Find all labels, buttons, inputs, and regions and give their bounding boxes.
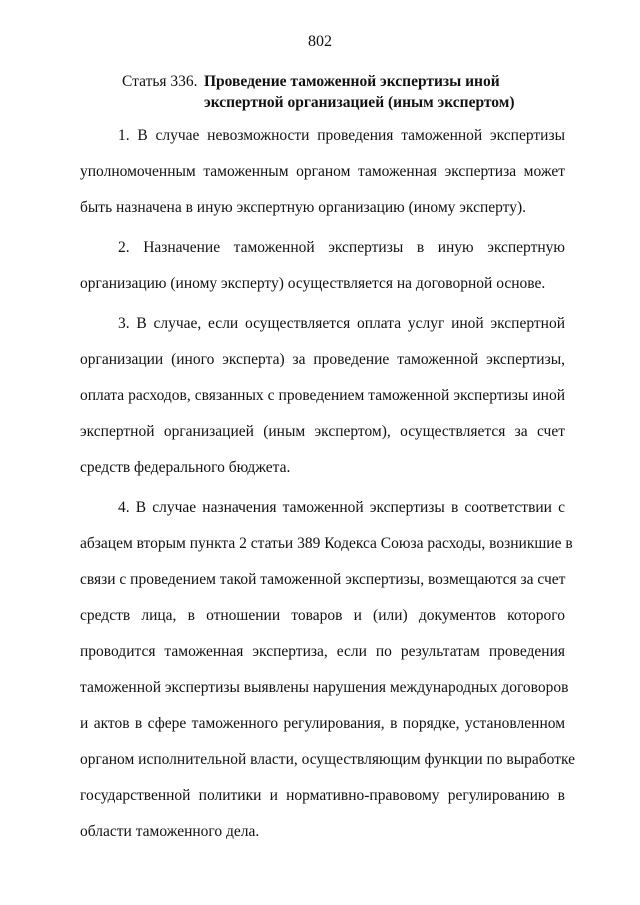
text-line: 4. В случае назначения таможенной экспертизы в соответствии с: [118, 499, 565, 516]
paragraph-1: [80, 118, 565, 226]
article-label: Статья 336.: [122, 73, 198, 90]
text-line: организацию (иному эксперту) осуществляется на договорной основе.: [80, 275, 546, 292]
text-line: быть назначена в иную экспертную организацию (иному эксперту).: [80, 199, 527, 216]
article-title-line-2: экспертной организацией (иным экспертом): [204, 94, 515, 111]
text-line: оплата расходов, связанных с проведением таможенной экспертизы иной: [80, 387, 565, 404]
text-line: абзацем вторым пункта 2 статьи 389 Кодекса Союза расходы, возникшие в: [80, 535, 573, 552]
text-line: области таможенного дела.: [80, 823, 260, 840]
paragraph-3: [80, 306, 565, 486]
text-line: государственной политики и нормативно-правовому регулированию в: [80, 787, 565, 804]
text-line: средств лица, в отношении товаров и (или) документов которого: [80, 607, 565, 624]
text-line: средств федерального бюджета.: [80, 459, 291, 476]
paragraph-4: [80, 490, 576, 850]
text-line: и актов в сфере таможенного регулирования, в порядке, установленном: [80, 715, 565, 732]
paragraph-2: [80, 230, 565, 302]
text-line: 1. В случае невозможности проведения таможенной экспертизы: [118, 127, 565, 144]
article-body: [80, 118, 576, 854]
article-heading: [122, 71, 514, 113]
text-line: органом исполнительной власти, осуществляющим функции по выработке: [80, 751, 576, 768]
text-line: уполномоченным таможенным органом таможенная экспертиза может: [80, 163, 565, 180]
text-line: 3. В случае, если осуществляется оплата услуг иной экспертной: [118, 315, 565, 332]
text-line: экспертной организацией (иным экспертом), осуществляется за счет: [80, 423, 565, 440]
page-number: 802: [308, 33, 332, 50]
text-line: связи с проведением такой таможенной экспертизы, возмещаются за счет: [80, 571, 566, 588]
text-line: 2. Назначение таможенной экспертизы в иную экспертную: [118, 239, 565, 256]
text-line: проводится таможенная экспертиза, если по результатам проведения: [80, 643, 565, 660]
text-line: организации (иного эксперта) за проведение таможенной экспертизы,: [80, 351, 565, 368]
text-line: таможенной экспертизы выявлены нарушения международных договоров: [80, 679, 569, 696]
article-title-line-1: Проведение таможенной экспертизы иной: [204, 73, 500, 90]
